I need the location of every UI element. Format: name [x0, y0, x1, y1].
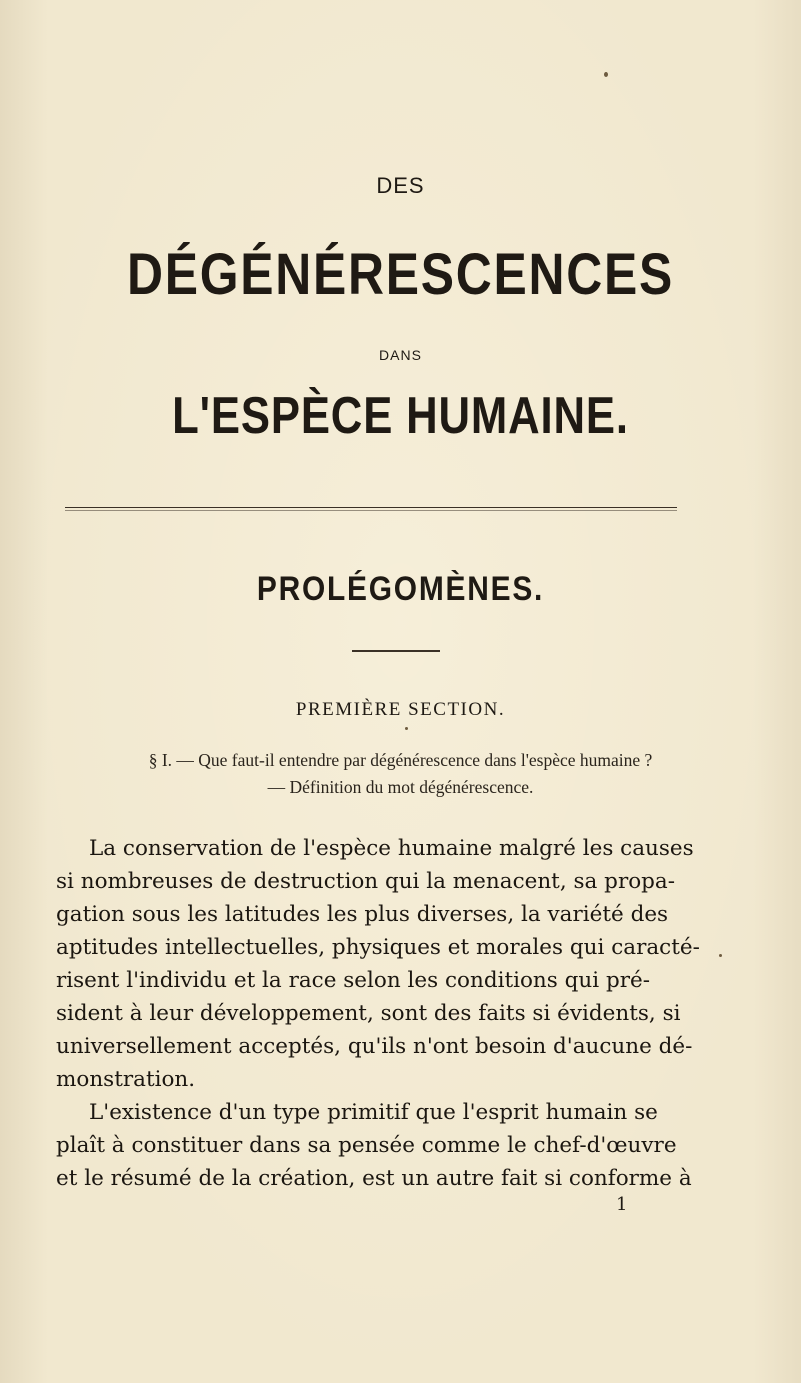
body-line: monstration. — [56, 1067, 196, 1092]
body-line: et le résumé de la création, est un autre fait si conforme à — [56, 1166, 692, 1191]
subtitle: L'ESPÈCE HUMAINE. — [172, 387, 629, 445]
body-line: universellement acceptés, qu'ils n'ont besoin d'aucune dé- — [56, 1034, 693, 1059]
title-des: DES — [376, 173, 425, 198]
body-line: si nombreuses de destruction qui la menacent, sa propa- — [56, 869, 676, 894]
body-line: plaît à constituer dans sa pensée comme le chef-d'œuvre — [56, 1133, 677, 1158]
body-line: sident à leur développement, sont des faits si évidents, si — [56, 1001, 681, 1026]
prolegomenes-heading: PROLÉGOMÈNES. — [256, 570, 545, 608]
body-line: risent l'individu et la race selon les conditions qui pré- — [56, 968, 650, 993]
body-line: La conservation de l'espèce humaine malgré les causes — [89, 836, 694, 861]
paper-speck — [405, 727, 408, 730]
body-line: gation sous les latitudes les plus diverses, la variété des — [56, 902, 669, 927]
summary-line-1: § I. — Que faut-il entendre par dégénérescence dans l'espèce humaine ? — [148, 750, 653, 770]
section-heading: PREMIÈRE SECTION. — [295, 699, 506, 720]
page-number: 1 — [616, 1194, 628, 1215]
paper-speck — [719, 954, 722, 957]
summary-line-2: — Définition du mot dégénérescence. — [267, 777, 534, 797]
main-title: DÉGÉNÉRESCENCES — [127, 242, 674, 307]
double-rule-top — [65, 507, 677, 508]
short-rule — [352, 650, 440, 652]
body-line: aptitudes intellectuelles, physiques et morales qui caracté- — [56, 935, 700, 960]
paper-speck — [604, 72, 608, 77]
body-line: L'existence d'un type primitif que l'esprit humain se — [89, 1100, 658, 1125]
title-dans: DANS — [379, 347, 422, 363]
double-rule-bottom — [65, 510, 677, 511]
